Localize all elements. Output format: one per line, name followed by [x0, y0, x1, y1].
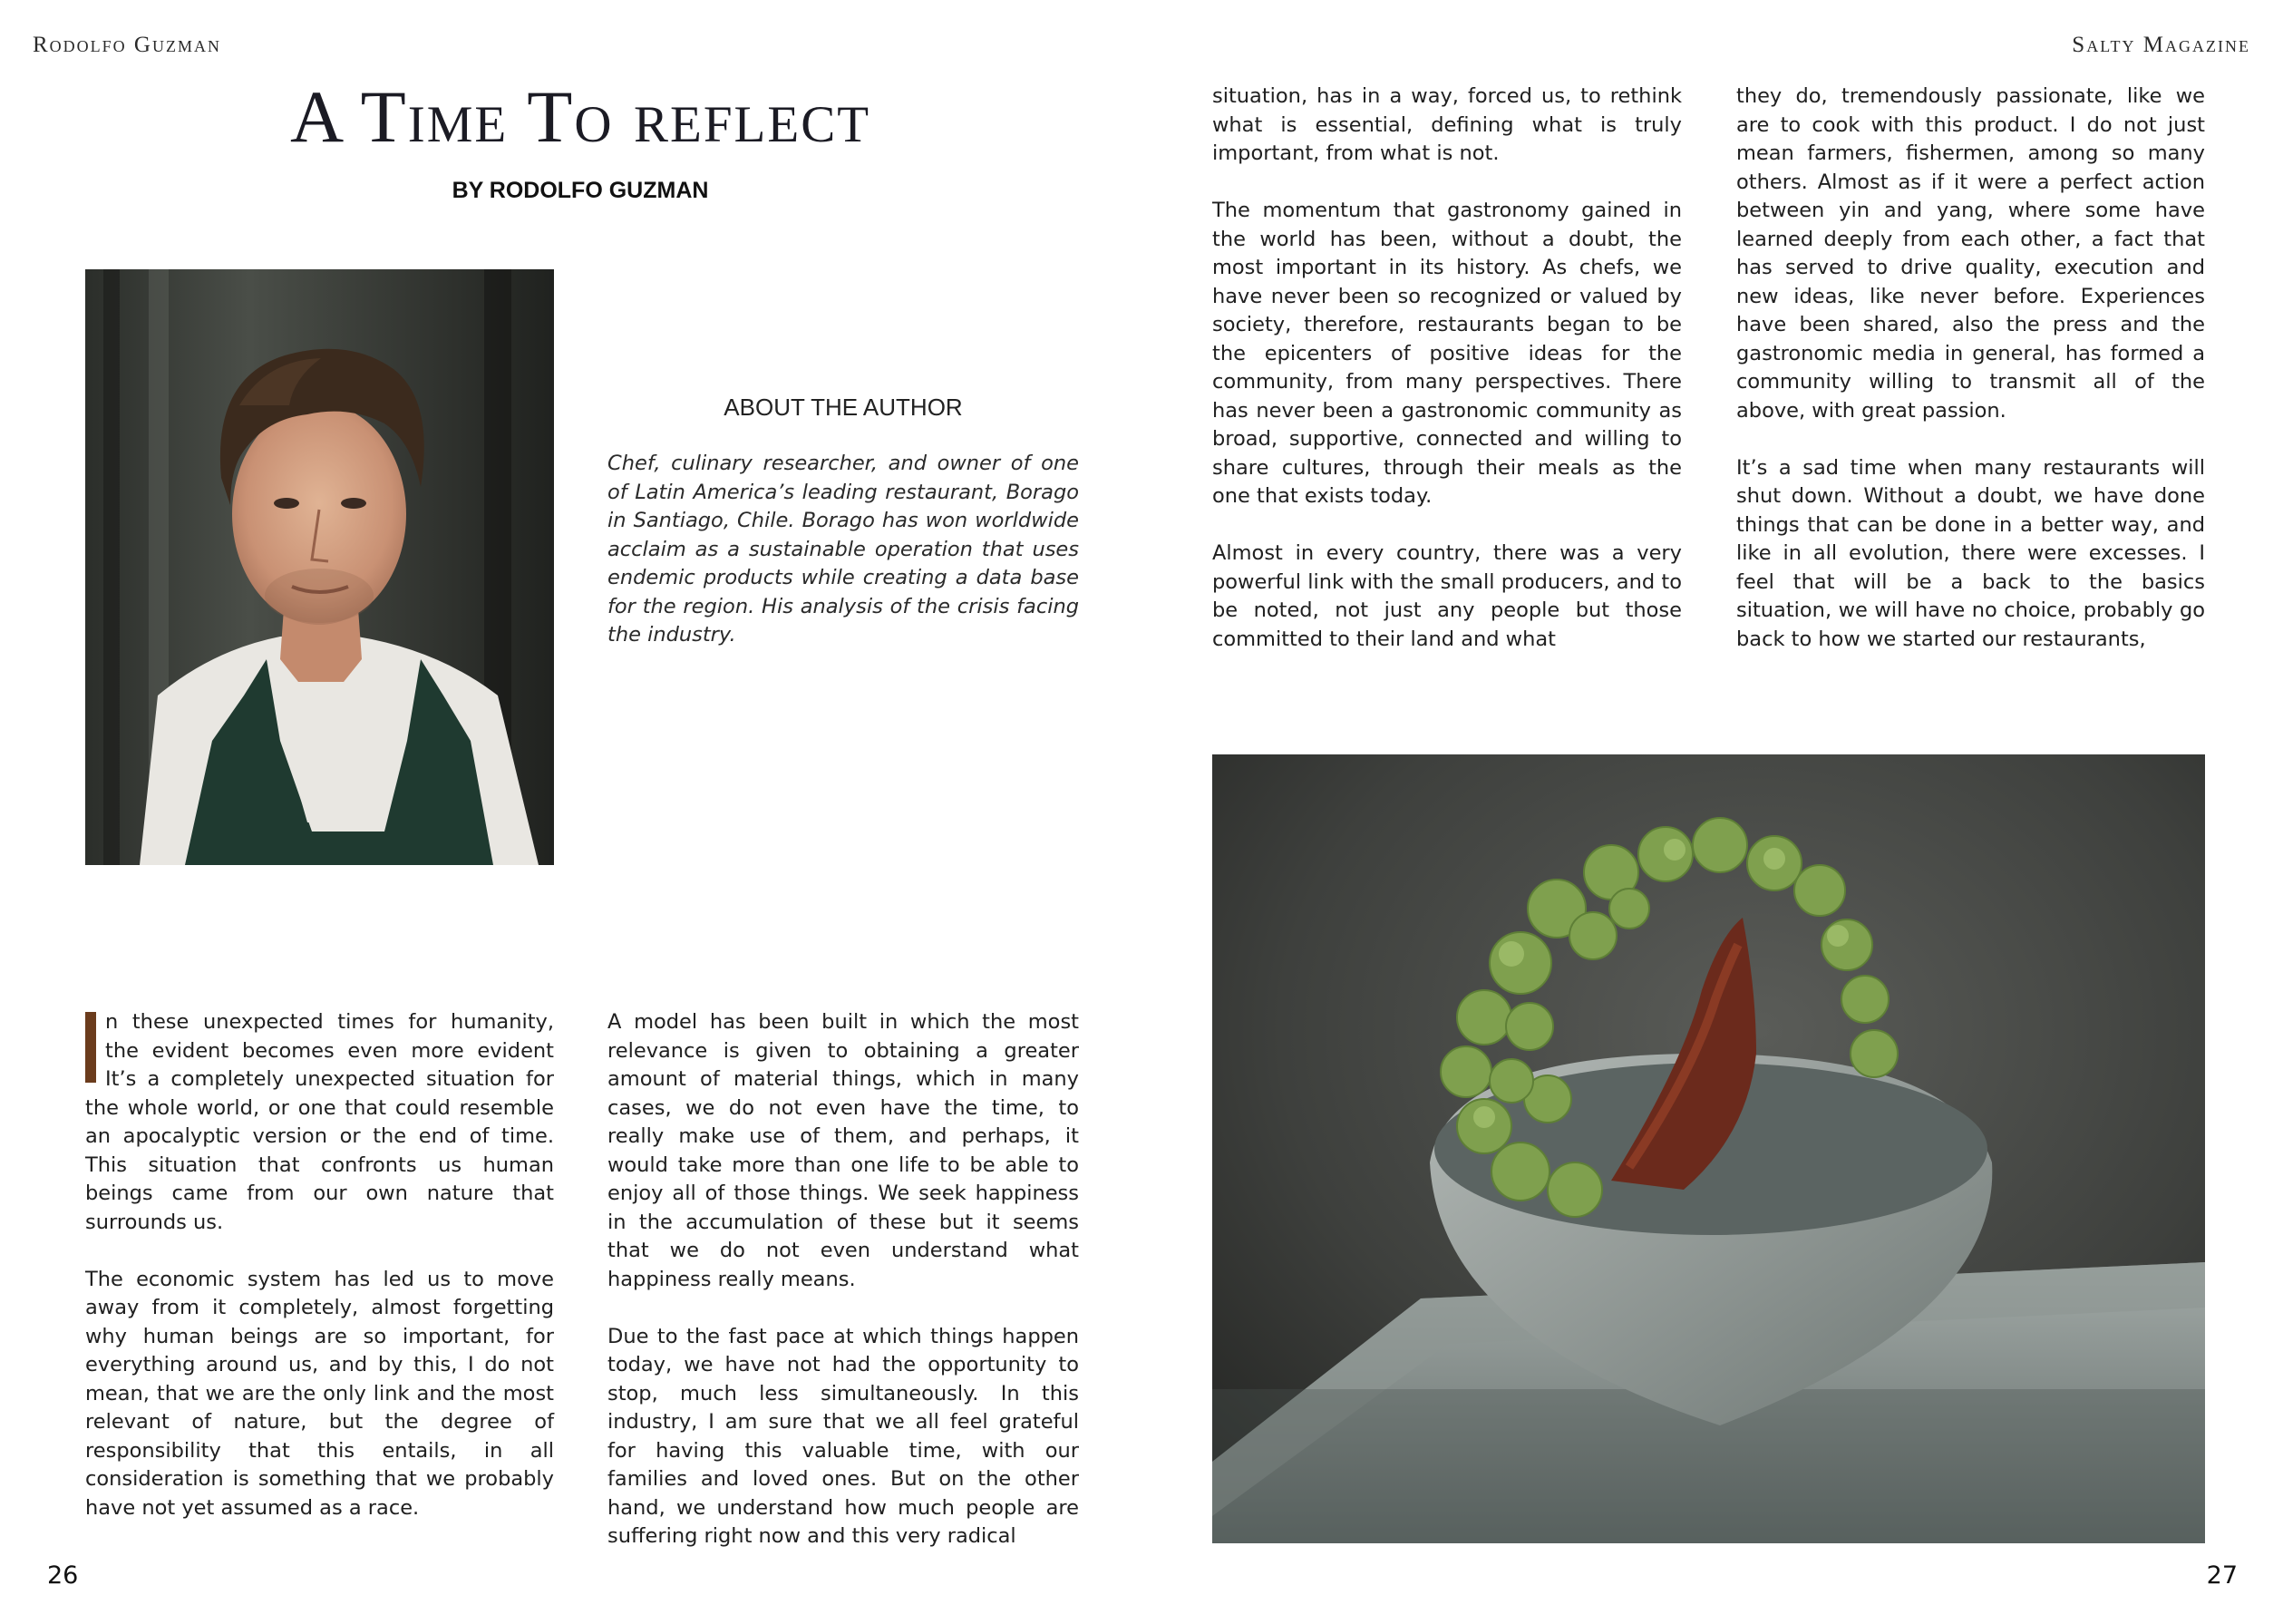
running-head-left: Rodolfo Guzman — [33, 33, 221, 57]
article-column-3 — [1212, 83, 1682, 654]
article-column-4 — [1736, 83, 2205, 654]
article-column-2 — [607, 1008, 1079, 1551]
dish-photo-image — [1212, 754, 2205, 1543]
article-byline: BY RODOLFO GUZMAN — [452, 178, 709, 203]
paragraph: Due to the fast pace at which things happen today, we have not had the opportunity to stop, much less simultaneously. In this industry, I am sure that we all feel grateful for having this valuable time, with our families and loved ones. But on the other hand, we understand how much people are suffering right now and this very radical — [607, 1324, 1079, 1548]
page-number-left: 26 — [47, 1561, 79, 1590]
author-portrait-image — [85, 269, 554, 865]
page-number-right: 27 — [2206, 1561, 2238, 1590]
paragraph: A model has been built in which the most relevance is given to obtaining a greater amount of material things, which in many cases, we do not even have the time, to really make use of them, and perhaps, it would take more than one life to be able to enjoy all of those things. We seek happiness in the accumulation of these but it seems that we do not even understand what happiness really means. — [607, 1010, 1079, 1291]
about-author-text: Chef, culinary researcher, and owner of one of Latin America’s leading restaurant, Borago in Santiago, Chile. Borago has won worldwide acclaim as a sustainable operation that uses endemic products while creating a data base for the region. His analysis of the crisis facing the industry. — [607, 452, 1079, 647]
running-head-right: Salty Magazine — [2072, 33, 2250, 57]
article-column-1 — [85, 1008, 554, 1522]
paragraph: It’s a sad time when many restaurants will shut down. Without a doubt, we have done things that can be done in a better way, and like in all evolution, there were excesses. I feel that will be a back to the basics situation, we will have no choice, probably go back to how we started our restaurants, — [1736, 455, 2205, 651]
paragraph: Almost in every country, there was a very powerful link with the small producers, and to be noted, not just any people but those committed to their land and what — [1212, 541, 1682, 651]
paragraph: n these unexpected times for humanity, the evident becomes even more evident It’s a completely unexpected situation for the whole world, or one that could resemble an apocalyptic version or the end of time. This situation that confronts us human beings came from our own nature that surrounds us. — [85, 1010, 554, 1234]
paragraph: they do, tremendously passionate, like we are to cook with this product. I do not just mean farmers, fishermen, among so many others. Almost as if it were a perfect action between yin and yang, where some have learned deeply from each other, a fact that has served to drive quality, execution and new ideas, like never before. Experiences have been shared, also the press and the gastronomic media in general, has formed a community willing to transmit all of the above, with great passion. — [1736, 84, 2205, 423]
about-author-heading: ABOUT THE AUTHOR — [724, 394, 963, 421]
drop-cap-bar — [85, 1012, 96, 1083]
article-title: A Time To reflect — [289, 75, 871, 158]
paragraph: situation, has in a way, forced us, to rethink what is essential, defining what is truly important, from what is not. — [1212, 84, 1682, 165]
paragraph: The economic system has led us to move away from it completely, almost forgetting why human beings are so important, for everything around us, and by this, I do not mean, that we are the only link and the most relevant of nature, but the degree of responsibility that this entails, in all consideration is something that we probably have not yet assumed as a race. — [85, 1267, 554, 1520]
paragraph: The momentum that gastronomy gained in the world has been, without a doubt, the most important in its history. As chefs, we have never been so recognized or valued by society, therefore, restaurants began to be the epicenters of positive ideas for the community, from many perspectives. There has never been a gastronomic community as broad, supportive, connected and willing to share cultures, through their meals as the one that exists today. — [1212, 199, 1682, 508]
